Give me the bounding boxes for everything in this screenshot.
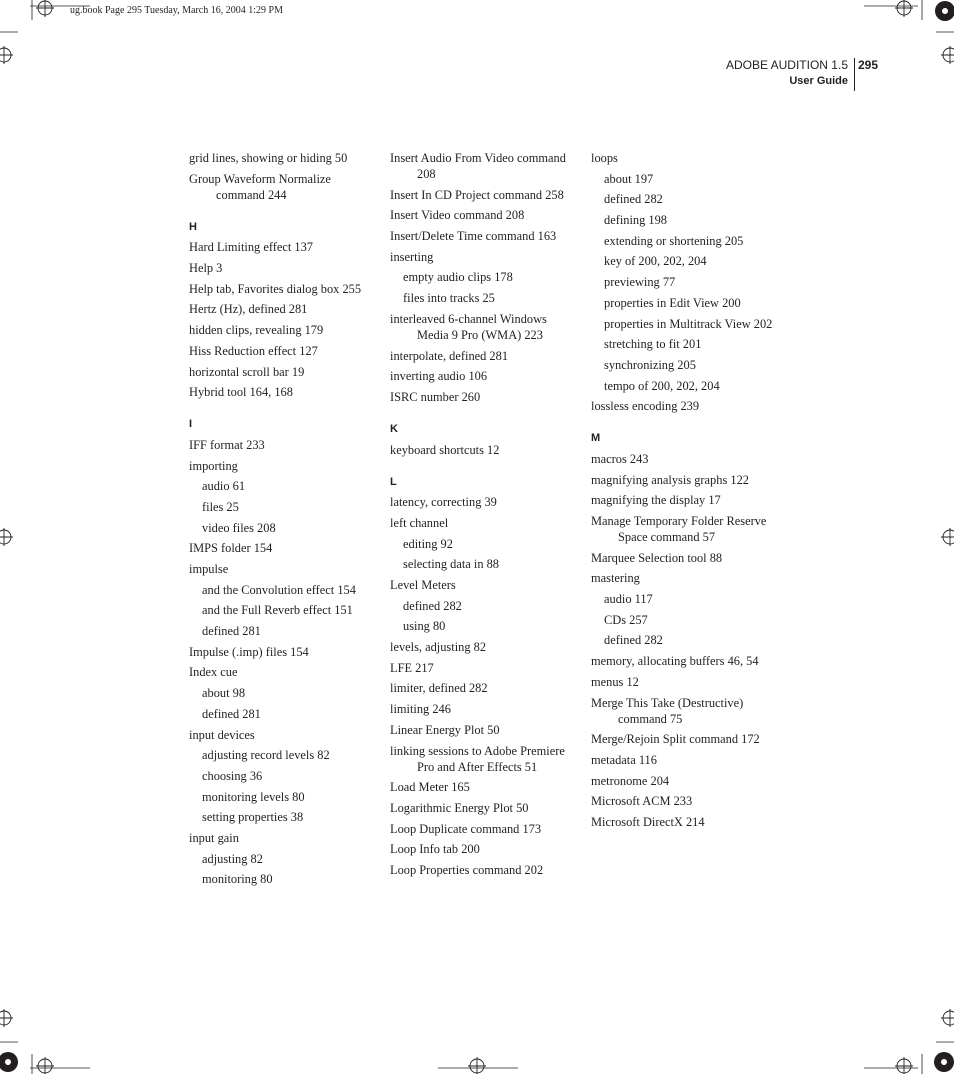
index-entry: limiting 246 — [390, 702, 451, 717]
index-entry: Hybrid tool 164, 168 — [189, 385, 293, 400]
index-entry: hidden clips, revealing 179 — [189, 323, 324, 338]
index-entry: memory, allocating buffers 46, 54 — [591, 654, 759, 669]
index-column-2 — [390, 150, 578, 883]
index-subentry: editing 92 — [403, 536, 453, 551]
index-entry: inverting audio 106 — [390, 369, 488, 384]
page-number: 295 — [858, 58, 879, 72]
index-entry: magnifying analysis graphs 122 — [591, 472, 749, 487]
index-letter-heading: I — [189, 418, 193, 431]
index-entry: IMPS folder 154 — [189, 541, 273, 556]
index-entry: Merge/Rejoin Split command 172 — [591, 732, 760, 747]
index-entry: Insert In CD Project command 258 — [390, 187, 564, 202]
index-entry: metronome 204 — [591, 773, 670, 788]
index-entry: latency, correcting 39 — [390, 495, 497, 510]
index-subentry: audio 61 — [202, 479, 246, 494]
index-subentry: files 25 — [202, 499, 239, 514]
index-entry: Logarithmic Energy Plot 50 — [390, 800, 529, 815]
index-entry: linking sessions to Adobe Premiere Pro and After Effects 51 — [390, 743, 565, 774]
index-entry: Loop Info tab 200 — [390, 842, 480, 857]
index-entry: horizontal scroll bar 19 — [189, 364, 305, 379]
header-product-name: ADOBE AUDITION 1.5 — [725, 58, 848, 72]
index-subentry: defined 282 — [403, 598, 462, 613]
index-entry: Loop Properties command 202 — [390, 862, 544, 877]
index-entry: Hard Limiting effect 137 — [189, 240, 313, 255]
index-subentry: video files 208 — [202, 520, 276, 535]
index-letter-heading: L — [390, 475, 397, 488]
index-entry: Level Meters — [390, 578, 456, 592]
index-entry: Hiss Reduction effect 127 — [189, 343, 318, 358]
index-letter-heading: M — [591, 432, 601, 445]
index-subentry: about 98 — [202, 686, 246, 701]
index-subentry: adjusting 82 — [202, 851, 263, 866]
index-subentry: defined 281 — [202, 624, 261, 639]
index-entry: metadata 116 — [591, 752, 657, 767]
index-subentry: previewing 77 — [604, 275, 676, 290]
index-subentry: defined 282 — [604, 633, 663, 648]
index-entry: levels, adjusting 82 — [390, 640, 487, 655]
index-entry: magnifying the display 17 — [591, 493, 721, 508]
index-subentry: CDs 257 — [604, 612, 648, 627]
index-subentry: defined 281 — [202, 706, 261, 721]
index-entry: importing — [189, 458, 238, 473]
index-entry: limiter, defined 282 — [390, 681, 488, 696]
index-subentry: empty audio clips 178 — [403, 270, 513, 285]
index-subentry: choosing 36 — [202, 768, 263, 783]
index-subentry: monitoring levels 80 — [202, 789, 305, 804]
index-letter-heading: H — [189, 220, 197, 233]
index-entry: Insert Video command 208 — [390, 208, 525, 223]
index-entry: Impulse (.imp) files 154 — [189, 644, 309, 659]
index-entry: loops — [591, 151, 618, 165]
index-subentry: defining 198 — [604, 213, 667, 228]
index-entry: Hertz (Hz), defined 281 — [189, 302, 308, 317]
index-letter-heading: K — [390, 422, 398, 435]
index-entry: Merge This Take (Destructive) command 75 — [591, 695, 744, 726]
index-entry: Loop Duplicate command 173 — [390, 821, 542, 836]
index-entry: inserting — [390, 249, 434, 264]
index-subentry: properties in Edit View 200 — [604, 295, 741, 310]
index-entry: lossless encoding 239 — [591, 399, 700, 414]
index-column-1 — [189, 150, 377, 892]
header-guide-title: User Guide — [789, 75, 848, 87]
index-subentry: setting properties 38 — [202, 810, 304, 825]
index-entry: ISRC number 260 — [390, 389, 481, 404]
index-subentry: synchronizing 205 — [604, 357, 696, 372]
index-subentry: using 80 — [403, 619, 446, 634]
index-entry: Manage Temporary Folder Reserve Space command 57 — [591, 514, 767, 544]
index-entry: input gain — [189, 830, 239, 845]
index-entry: Help tab, Favorites dialog box 255 — [189, 281, 362, 296]
index-entry: Index cue — [189, 665, 238, 680]
index-entry: Load Meter 165 — [390, 780, 470, 795]
index-subentry: extending or shortening 205 — [604, 233, 744, 248]
index-subentry: properties in Multitrack View 202 — [604, 316, 773, 331]
index-entry: input devices — [189, 727, 255, 742]
index-entry: macros 243 — [591, 451, 649, 466]
index-entry: interleaved 6-channel Windows Media 9 Pro (WMA) 223 — [390, 311, 547, 342]
index-entry: Insert Audio From Video command 208 — [390, 151, 566, 181]
index-column-3 — [591, 150, 779, 835]
header-divider — [854, 58, 855, 91]
index-entry: mastering — [591, 571, 640, 586]
index-entry: left channel — [390, 515, 449, 530]
index-entry: Microsoft ACM 233 — [591, 794, 693, 809]
index-entry: keyboard shortcuts 12 — [390, 442, 500, 457]
index-subentry: and the Convolution effect 154 — [202, 582, 356, 597]
index-entry: Group Waveform Normalize command 244 — [189, 171, 331, 202]
index-subentry: selecting data in 88 — [403, 557, 499, 572]
index-subentry: audio 117 — [604, 592, 653, 607]
index-subentry: key of 200, 202, 204 — [604, 254, 707, 269]
index-subentry: monitoring 80 — [202, 872, 273, 887]
index-entry: Linear Energy Plot 50 — [390, 722, 500, 737]
index-entry: LFE 217 — [390, 660, 434, 675]
print-slug: ug.book Page 295 Tuesday, March 16, 2004 1:29 PM — [70, 5, 283, 16]
index-entry: IFF format 233 — [189, 437, 265, 452]
index-subentry: adjusting record levels 82 — [202, 748, 330, 763]
index-subentry: and the Full Reverb effect 151 — [202, 603, 353, 618]
index-entry: Insert/Delete Time command 163 — [390, 229, 557, 244]
index-subentry: stretching to fit 201 — [604, 337, 702, 352]
index-entry: impulse — [189, 562, 229, 576]
index-entry: menus 12 — [591, 674, 639, 689]
index-subentry: defined 282 — [604, 192, 663, 207]
index-entry: Marquee Selection tool 88 — [591, 550, 723, 565]
index-subentry: files into tracks 25 — [403, 291, 495, 306]
index-entry: grid lines, showing or hiding 50 — [189, 151, 348, 165]
index-subentry: about 197 — [604, 171, 654, 186]
index-subentry: tempo of 200, 202, 204 — [604, 378, 720, 393]
index-entry: Microsoft DirectX 214 — [591, 814, 705, 829]
index-entry: interpolate, defined 281 — [390, 348, 509, 363]
index-entry: Help 3 — [189, 261, 223, 276]
